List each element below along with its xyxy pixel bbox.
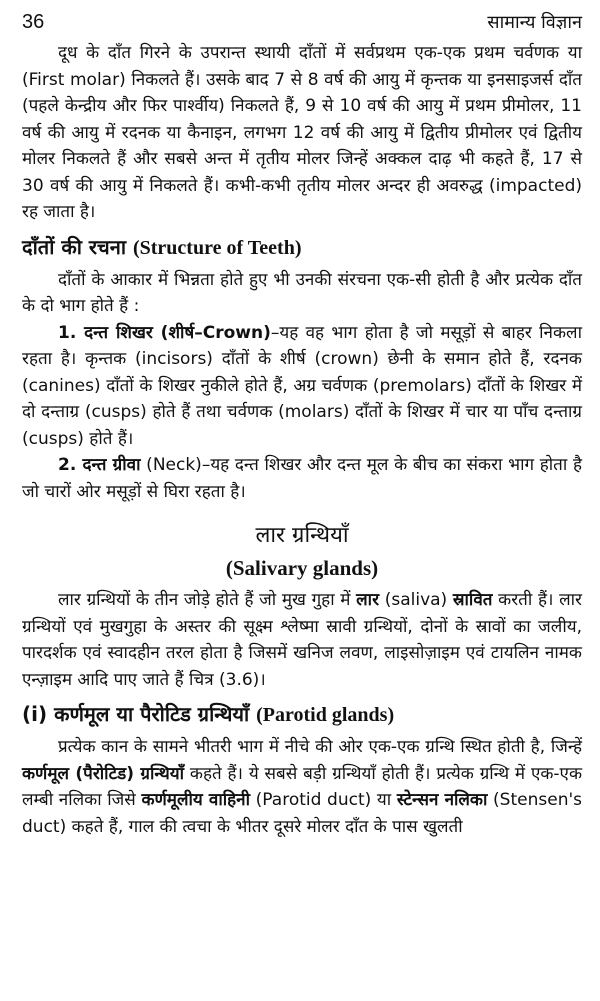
salivary-text-1: लार ग्रन्थियों के तीन जोड़े होते हैं जो मुख गुहा में: [58, 590, 357, 610]
crown-label: 1. दन्त शिखर (शीर्ष: [58, 322, 195, 343]
section-heading-structure-of-teeth: [22, 232, 582, 263]
secrete-term: स्रावित: [452, 590, 493, 610]
neck-text: (Neck)–यह दन्त शिखर और दन्त मूल के बीच का संकरा भाग होता है जो चारों ओर मसूड़ों से घिरा रहता है।: [22, 455, 582, 502]
page-number: 36: [22, 11, 45, 33]
page-header: [22, 10, 582, 40]
parotid-heading-hindi: (i) कर्णमूल या पैरोटिड ग्रन्थियाँ: [22, 702, 250, 726]
salivary-text-2: (saliva): [379, 590, 453, 610]
salivary-text-3: करती हैं। लार ग्रन्थियों एवं मुखगुहा के अस्तर की सूक्ष्म श्लेष्मा स्रावी ग्रन्थियों, दोनों के स्रावों का जलीय, पारदर्शक एवं स्वादहीन तरल होता है जिसमें खनिज लवण, लाइसोज़ाइम एवं टायलिन नामक एन्ज़ाइम आदि पाए जाते हैं चित्र (3.6)।: [22, 590, 582, 690]
parotid-text-1: प्रत्येक कान के सामने भीतरी भाग में नीचे की ओर एक-एक ग्रन्थि स्थित होती है, जिन्हें: [58, 737, 582, 757]
heading-hindi: दाँतों की रचना: [22, 234, 127, 259]
section-title-salivary-glands: लार ग्रन्थियाँ: [255, 523, 349, 548]
running-title: सामान्य विज्ञान: [487, 12, 582, 33]
paragraph-salivary-glands: [22, 587, 582, 693]
crown-text: –यह वह भाग होता है जो मसूड़ों से बाहर निकला रहता है। कृन्तक (incisors) दाँतों के शीर्ष (crown) छेनी के समान होते हैं, रदनक (canines) दाँतों के शिखर नुकीले होते हैं, अग्र चर्वणक (premolars) दाँतों के शिखर में दो दन्ताग्र (cusps) होते हैं तथा चर्वणक (molars) दाँतों के शिखर में चार या पाँच दन्ताग्र (cusps) होते हैं।: [22, 322, 582, 449]
paragraph-structure-intro: दाँतों के आकार में भिन्नता होते हुए भी उनकी संरचना एक-सी होती है और प्रत्येक दाँत के दो भाग होते हैं :: [22, 269, 582, 316]
parotid-text-4: (Stensen's duct) कहते हैं, गाल की त्वचा के भीतर दूसरे मोलर दाँत के पास खुलती: [22, 790, 582, 837]
parotid-text-2: कहते हैं। ये सबसे बड़ी ग्रन्थियाँ होती हैं। प्रत्येक ग्रन्थि में एक-एक लम्बी नलिका जिसे: [22, 763, 582, 810]
neck-label: 2. दन्त ग्रीवा: [58, 455, 141, 475]
saliva-term: लार: [356, 590, 380, 610]
paragraph-crown: [22, 320, 582, 453]
paragraph-permanent-teeth: दूध के दाँत गिरने के उपरान्त स्थायी दाँतों में सर्वप्रथम एक-एक प्रथम चर्वणक या (First molar) निकलते हैं। उसके बाद 7 से 8 वर्ष की आयु में कृन्तक या इनसाइजर्स दाँत (पहले केन्द्रीय और फिर पार्श्वीय) निकलते हैं, 9 से 10 वर्ष की आयु में प्रथम प्रीमोलर, 11 वर्ष की आयु में रदनक या कैनाइन, लगभग 12 वर्ष की आयु में द्वितीय प्रीमोलर एवं द्वितीय मोलर निकलते हैं और सबसे अन्त में तृतीय मोलर जिन्हें अक्कल दाढ़ भी कहते हैं, 17 से 30 वर्ष की आयु में निकलते हैं। कभी-कभी तृतीय मोलर अन्दर ही अवरुद्ध (impacted) रह जाता है।: [22, 43, 582, 222]
paragraph-neck: [22, 452, 582, 505]
parotid-heading-english: (Parotid glands): [256, 704, 395, 726]
parotid-term: कर्णमूल (पैरोटिड) ग्रन्थियाँ: [22, 763, 185, 784]
heading-english: (Structure of Teeth): [132, 236, 302, 259]
crown-label-english: –Crown): [194, 322, 271, 343]
paragraph-parotid: [22, 734, 582, 840]
parotid-duct-term: कर्णमूलीय वाहिनी: [141, 790, 251, 810]
stensen-duct-term: स्टेन्सन नलिका: [396, 790, 488, 810]
section-subtitle-salivary-glands: (Salivary glands): [225, 556, 379, 580]
section-heading-parotid-glands: [22, 699, 582, 730]
parotid-text-3: (Parotid duct) या: [250, 790, 397, 810]
